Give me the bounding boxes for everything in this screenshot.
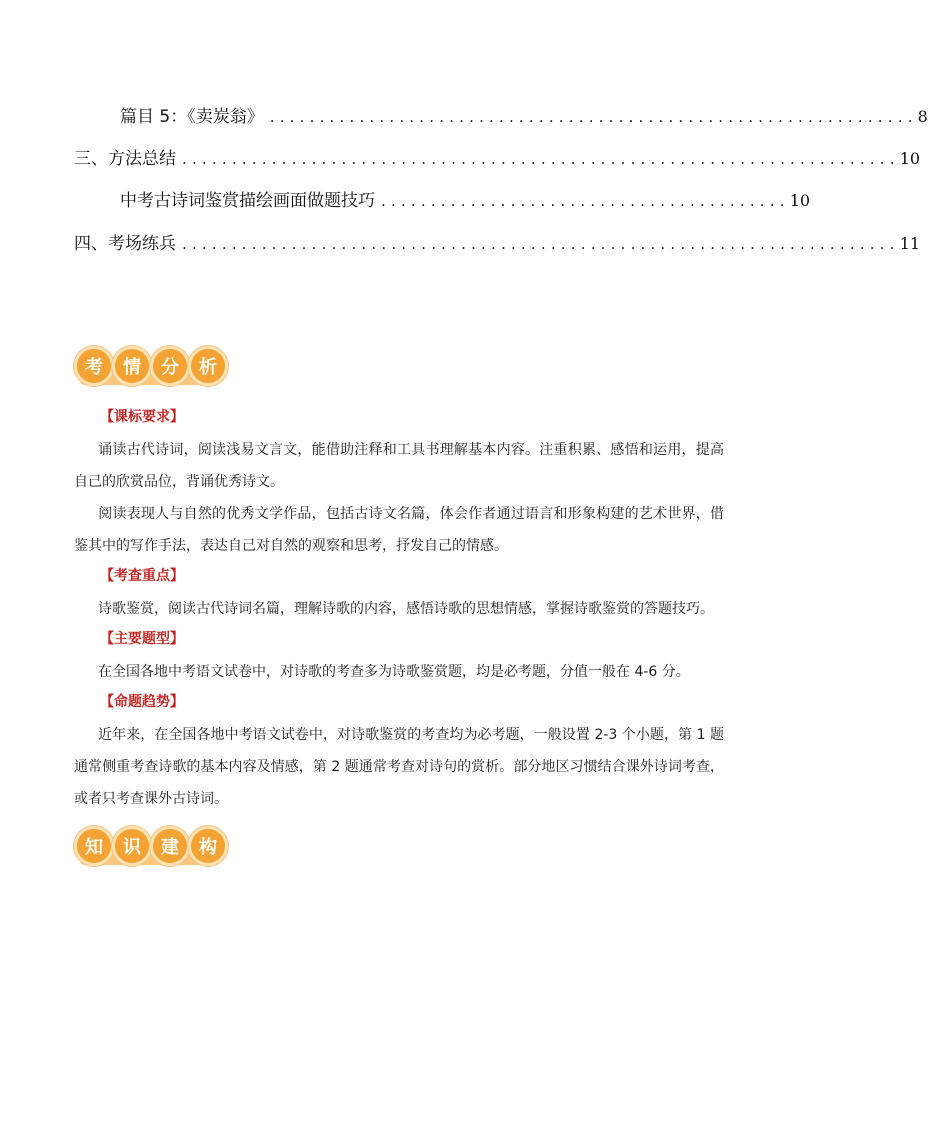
toc-entry-label: 三、方法总结 xyxy=(74,149,176,169)
toc-entry-label: 篇目 5：《卖炭翁》 xyxy=(120,107,264,127)
toc-page-number: 10 xyxy=(789,191,811,210)
section-heading: 【主要题型】 xyxy=(100,631,184,647)
section-badge-exam-analysis xyxy=(74,346,226,386)
section-heading: 【命题趋势】 xyxy=(100,694,184,710)
toc-entry-practice[interactable] xyxy=(74,231,921,257)
toc-entry-techniques[interactable] xyxy=(120,188,811,214)
badge-char: 析 xyxy=(188,346,228,386)
badge-char: 构 xyxy=(188,826,228,866)
paragraph: 阅读表现人与自然的优秀文学作品，包括古诗文名篇，体会作者通过语言和形象构建的艺术世界，借鉴其中的写作手法，表达自己对自然的观察和思考，抒发自己的情感。 xyxy=(74,506,724,554)
toc-entry-method-summary[interactable] xyxy=(74,146,921,172)
section-badge-knowledge-structure xyxy=(74,826,226,866)
badge-char: 情 xyxy=(112,346,152,386)
toc-entry-5[interactable] xyxy=(120,104,928,130)
badge-char: 分 xyxy=(150,346,190,386)
paragraph: 诗歌鉴赏，阅读古代诗词名篇，理解诗歌的内容，感悟诗歌的思想情感，掌握诗歌鉴赏的答题技巧。 xyxy=(98,601,714,617)
badge-char: 建 xyxy=(150,826,190,866)
toc-leader-dots: ......................................... xyxy=(381,192,790,210)
section-heading: 【考查重点】 xyxy=(100,568,184,584)
toc-page-number: 8 xyxy=(917,107,928,126)
paragraph: 在全国各地中考语文试卷中，对诗歌的考查多为诗歌鉴赏题，均是必考题，分值一般在 4-6 分。 xyxy=(98,664,690,680)
paragraph: 诵读古代诗词，阅读浅易文言文，能借助注释和工具书理解基本内容。注重积累、感悟和运用，提高自己的欣赏品位，背诵优秀诗文。 xyxy=(74,442,724,490)
paragraph: 近年来，在全国各地中考语文试卷中，对诗歌鉴赏的考查均为必考题，一般设置 2-3 个小题，第 1 题通常侧重考查诗歌的基本内容及情感，第 2 题通常考查对诗句的赏析。部分地区习惯结合课外诗词考查，或者只考查课外古诗词。 xyxy=(74,727,724,807)
section-heading: 【课标要求】 xyxy=(100,409,184,425)
toc-page-number: 10 xyxy=(899,149,921,168)
badge-char: 识 xyxy=(112,826,152,866)
toc-leader-dots: ................................................................. xyxy=(269,108,918,126)
toc-page-number: 11 xyxy=(899,234,921,253)
toc-entry-label: 四、考场练兵 xyxy=(74,234,176,254)
badge-char: 考 xyxy=(74,346,114,386)
toc-leader-dots: ........................................................................ xyxy=(182,235,900,253)
toc-leader-dots: ........................................................................ xyxy=(182,150,900,168)
badge-char: 知 xyxy=(74,826,114,866)
toc-entry-label: 中考古诗词鉴赏描绘画面做题技巧 xyxy=(120,191,375,211)
